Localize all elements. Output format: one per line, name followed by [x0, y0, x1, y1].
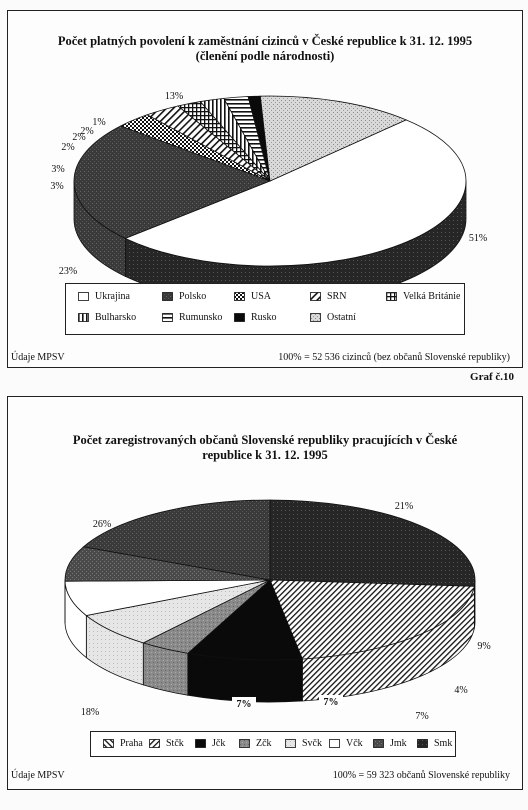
chart1-legend-label-usa: USA	[251, 291, 272, 302]
chart2-legend-swatch-jck	[195, 739, 206, 748]
chart2-legend-swatch-praha	[103, 739, 114, 748]
chart1-legend-item-rumunsko	[162, 312, 222, 323]
chart1-legend-item-ukrajina	[78, 291, 130, 302]
chart2-legend-swatch-svck	[285, 739, 296, 748]
chart1-label-srn: 3%	[51, 164, 65, 175]
chart1-legend-label-velka-britanie: Velká Británie	[403, 291, 461, 302]
figure-caption: Graf č.10	[470, 371, 514, 383]
chart-panel-slovak-workers	[7, 396, 523, 790]
chart2-legend-swatch-smk	[417, 739, 428, 748]
chart1-legend-label-rumunsko: Rumunsko	[179, 312, 223, 323]
chart2-legend-item-smk	[417, 738, 452, 749]
chart2-legend-item-svck	[285, 738, 322, 749]
chart1-legend-label-ostatni: Ostatní	[327, 312, 356, 323]
chart2-slice-praha	[270, 500, 475, 586]
chart2-legend-item-praha	[103, 738, 143, 749]
chart2-title: Počet zaregistrovaných občanů Slovenské republiky pracujících v České republice k 31. 12. 1995	[72, 433, 458, 462]
chart2-label-stck: 21%	[394, 501, 414, 512]
chart2-legend-item-zck	[239, 738, 272, 749]
chart2-legend-label-smk: Smk	[434, 738, 453, 749]
chart2-legend	[90, 731, 456, 757]
chart1-source: Údaje MPSV	[11, 352, 65, 363]
chart1-label-polsko: 23%	[58, 266, 78, 277]
chart2-legend-label-jmk: Jmk	[390, 738, 407, 749]
chart2-legend-swatch-vck	[329, 739, 340, 748]
chart2-label-svck: 7%	[323, 697, 339, 708]
chart1-legend-item-velka-britanie	[386, 291, 460, 302]
chart2-label-vck: 7%	[236, 699, 252, 710]
chart1-legend-item-polsko	[162, 291, 206, 302]
chart1-legend-swatch-bulharsko	[78, 313, 89, 322]
chart2-legend-label-praha: Praha	[120, 738, 143, 749]
chart2-note: 100% = 59 323 občanů Slovenské republiky	[332, 770, 510, 781]
chart2-legend-label-stck: Stčk	[166, 738, 184, 749]
chart1-legend-label-rusko: Rusko	[251, 312, 277, 323]
chart2-legend-swatch-jmk	[373, 739, 384, 748]
chart2-side-jck	[188, 653, 303, 702]
chart1-legend-swatch-ostatni	[310, 313, 321, 322]
chart1-legend-item-srn	[310, 291, 346, 302]
chart1-legend-label-srn: SRN	[327, 291, 347, 302]
chart1-legend-label-polsko: Polsko	[179, 291, 207, 302]
chart2-legend-item-vck	[329, 738, 363, 749]
chart1-label-ostatni: 13%	[164, 91, 184, 102]
chart2-label-zck: 4%	[454, 685, 468, 696]
chart1-label-ukrajina: 51%	[468, 233, 488, 244]
chart1-label-rumunsko: 2%	[80, 126, 94, 137]
chart2-legend-label-svck: Svčk	[302, 738, 322, 749]
chart1-legend-item-bulharsko	[78, 312, 136, 323]
chart1-subtitle: (členění podle národnosti)	[195, 49, 335, 63]
chart2-legend-swatch-stck	[149, 739, 160, 748]
chart2-source: Údaje MPSV	[11, 770, 65, 781]
chart1-label-bulharsko: 2%	[72, 132, 86, 143]
chart2-legend-swatch-zck	[239, 739, 250, 748]
chart2-label-jck: 9%	[477, 641, 491, 652]
chart1-legend-item-ostatni	[310, 312, 356, 323]
chart2-legend-item-jck	[195, 738, 225, 749]
chart2-legend-item-jmk	[373, 738, 407, 749]
chart2-legend-item-stck	[149, 738, 184, 749]
chart1-legend-swatch-velka-britanie	[386, 292, 397, 301]
chart2-legend-label-zck: Zčk	[256, 738, 272, 749]
chart1-legend-label-bulharsko: Bulharsko	[95, 312, 137, 323]
chart2-legend-label-jck: Jčk	[212, 738, 226, 749]
chart1-legend-item-usa	[234, 291, 271, 302]
chart1-legend-swatch-polsko	[162, 292, 173, 301]
chart2-label-jmk: 7%	[415, 711, 429, 722]
chart1-note: 100% = 52 536 cizinců (bez občanů Slovenské republiky)	[278, 352, 510, 363]
chart1-legend	[65, 283, 465, 335]
chart1-title: Počet platných povolení k zaměstnání cizinců v České republice k 31. 12. 1995	[57, 34, 473, 48]
chart1-legend-item-rusko	[234, 312, 277, 323]
chart1-legend-swatch-usa	[234, 292, 245, 301]
chart1-legend-label-ukrajina: Ukrajina	[95, 291, 130, 302]
chart-panel-foreign-workers	[7, 10, 523, 368]
chart2-label-praha: 26%	[92, 519, 112, 530]
chart1-label-rusko: 1%	[92, 117, 106, 128]
chart2-legend-label-vck: Včk	[346, 738, 363, 749]
chart1-legend-swatch-ukrajina	[78, 292, 89, 301]
chart1-legend-swatch-srn	[310, 292, 321, 301]
chart1-legend-swatch-rusko	[234, 313, 245, 322]
chart1-legend-swatch-rumunsko	[162, 313, 173, 322]
chart1-label-velka-britanie: 2%	[61, 142, 75, 153]
chart1-label-usa: 3%	[50, 181, 64, 192]
chart2-label-smk: 18%	[80, 707, 100, 718]
